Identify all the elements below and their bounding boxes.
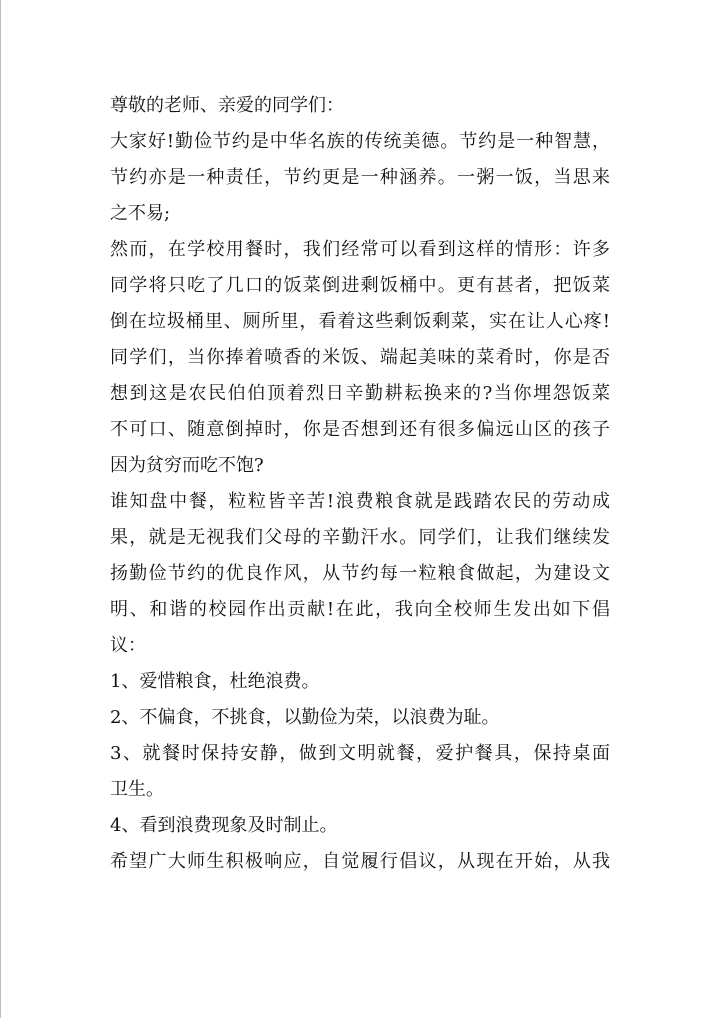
text-line: 扬勤俭节约的优良作风，从节约每一粒粮食做起，为建设文 bbox=[110, 563, 610, 584]
text-line: 4、看到浪费现象及时制止。 bbox=[110, 815, 338, 836]
text-line: 果，就是无视我们父母的辛勤汗水。同学们，让我们继续发 bbox=[110, 527, 610, 548]
text-line: 同学将只吃了几口的饭菜倒进剩饭桶中。更有甚者，把饭菜 bbox=[110, 275, 610, 296]
text-line: 3、就餐时保持安静，做到文明就餐，爱护餐具，保持桌面 bbox=[110, 743, 610, 764]
text-line: 谁知盘中餐，粒粒皆辛苦!浪费粮食就是践踏农民的劳动成 bbox=[110, 491, 610, 512]
text-line: 因为贫穷而吃不饱? bbox=[110, 455, 264, 476]
text-line: 之不易; bbox=[110, 203, 171, 224]
document-body bbox=[110, 88, 610, 880]
text-line: 1、爱惜粮食，杜绝浪费。 bbox=[110, 671, 320, 692]
text-line: 希望广大师生积极响应，自觉履行倡议，从现在开始，从我 bbox=[110, 851, 610, 872]
text-line: 同学们，当你捧着喷香的米饭、端起美味的菜肴时，你是否 bbox=[110, 347, 610, 368]
text-line: 节约亦是一种责任，节约更是一种涵养。一粥一饭，当思来 bbox=[110, 167, 610, 188]
text-line: 大家好!勤俭节约是中华名族的传统美德。节约是一种智慧， bbox=[110, 131, 610, 152]
text-line: 不可口、随意倒掉时，你是否想到还有很多偏远山区的孩子 bbox=[110, 419, 610, 440]
text-line: 然而，在学校用餐时，我们经常可以看到这样的情形：许多 bbox=[110, 239, 610, 260]
text-line: 倒在垃圾桶里、厕所里，看着这些剩饭剩菜，实在让人心疼! bbox=[110, 311, 610, 332]
text-line: 卫生。 bbox=[110, 779, 164, 800]
text-line: 想到这是农民伯伯顶着烈日辛勤耕耘换来的?当你埋怨饭菜 bbox=[110, 383, 610, 404]
text-line: 2、不偏食，不挑食，以勤俭为荣，以浪费为耻。 bbox=[110, 707, 500, 728]
text-line: 明、和谐的校园作出贡献!在此，我向全校师生发出如下倡 bbox=[110, 599, 610, 620]
text-line: 议： bbox=[110, 635, 146, 656]
page-left-border bbox=[0, 0, 1, 1018]
text-line: 尊敬的老师、亲爱的同学们： bbox=[110, 95, 344, 116]
